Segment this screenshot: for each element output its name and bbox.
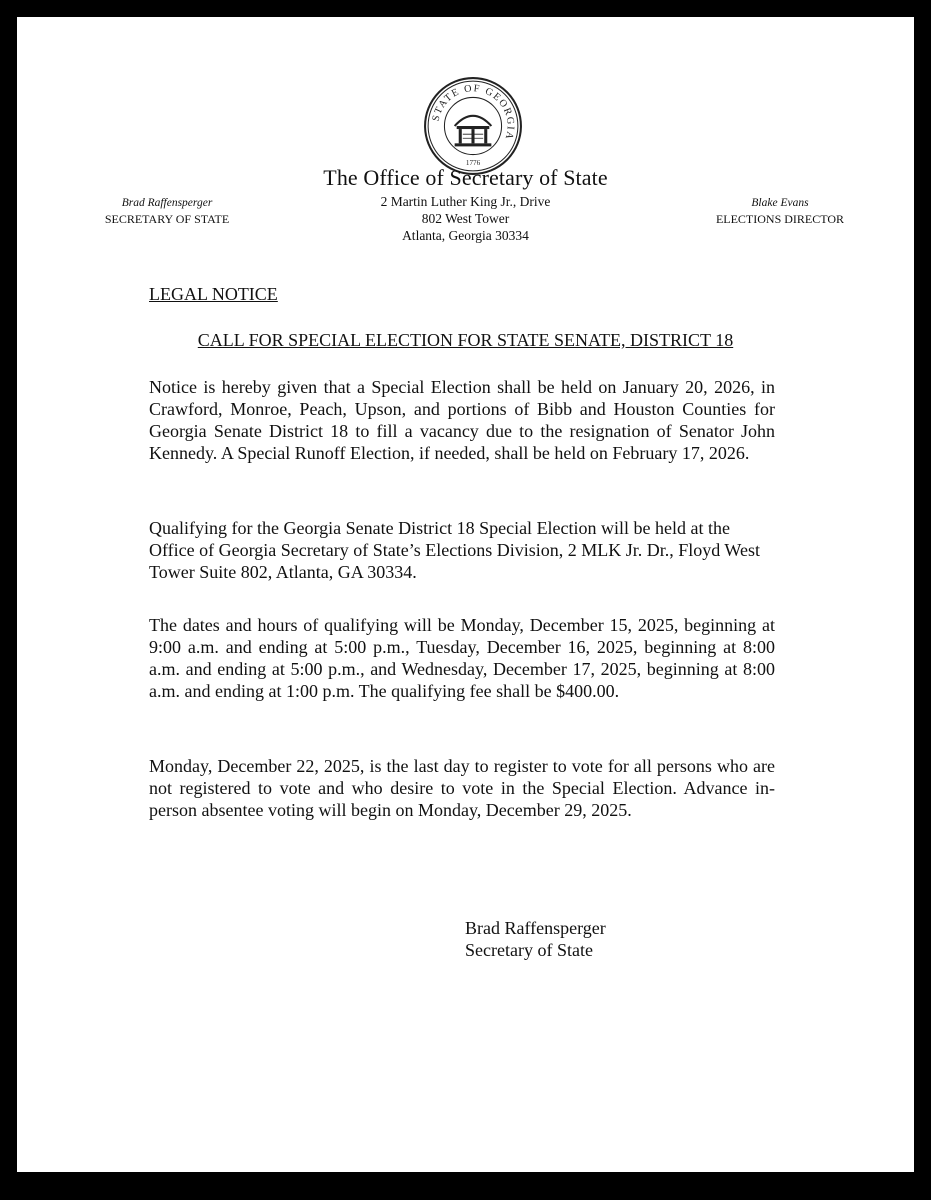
notice-paragraph-2: Qualifying for the Georgia Senate District 18 Special Election will be held at the Office of Georgia Secretary of State’s Elections Division, 2 MLK Jr. Dr., Floyd West Tower Suite 802, Atlanta, GA 30334. [149, 518, 760, 582]
notice-paragraph-1: Notice is hereby given that a Special Election shall be held on January 20, 2026, in Crawford, Monroe, Peach, Upson, and portions of Bibb and Houston Counties for Georgia Senate District 18 to fill a vacancy due to the resignation of Senator John Kennedy. A Special Runoff Election, if needed, shall be held on February 17, 2026. [149, 377, 775, 463]
svg-text:STATE OF GEORGIA: STATE OF GEORGIA [430, 83, 516, 142]
office-title: The Office of Secretary of State [323, 165, 608, 190]
signature-block [465, 917, 606, 961]
svg-text:1776: 1776 [465, 158, 481, 167]
secretary-title: SECRETARY OF STATE [104, 212, 230, 226]
director-title: ELECTIONS DIRECTOR [715, 212, 845, 226]
signature-title: Secretary of State [465, 940, 593, 960]
elections-director-header [685, 195, 875, 227]
call-title: CALL FOR SPECIAL ELECTION FOR STATE SENATE, DISTRICT 18 [197, 330, 734, 350]
legal-notice-heading: LEGAL NOTICE [149, 284, 278, 304]
notice-paragraph-4: Monday, December 22, 2025, is the last day to register to vote for all persons who are not registered to vote and who desire to vote in the Special Election. Advance in-person absentee voting will begin on Monday, December 29, 2025. [149, 756, 775, 820]
director-name: Blake Evans [751, 197, 809, 209]
notice-paragraph-3: The dates and hours of qualifying will be Monday, December 15, 2025, beginning at 9:00 a.m. and ending at 5:00 p.m., Tuesday, December 16, 2025, beginning at 8:00 a.m. and ending at 5:00 p.m., and Wednesday, December 17, 2025, beginning at 8:00 a.m. and ending at 1:00 p.m. The qualifying fee shall be $400.00. [149, 615, 775, 701]
georgia-state-seal-icon [422, 75, 524, 177]
address-line-1: 2 Martin Luther King Jr., Drive [380, 194, 551, 209]
address-line-3: Atlanta, Georgia 30334 [402, 228, 529, 243]
address-line-2: 802 West Tower [421, 211, 510, 226]
secretary-name: Brad Raffensperger [121, 197, 213, 209]
document-page [17, 17, 914, 1172]
signature-name: Brad Raffensperger [465, 918, 606, 938]
